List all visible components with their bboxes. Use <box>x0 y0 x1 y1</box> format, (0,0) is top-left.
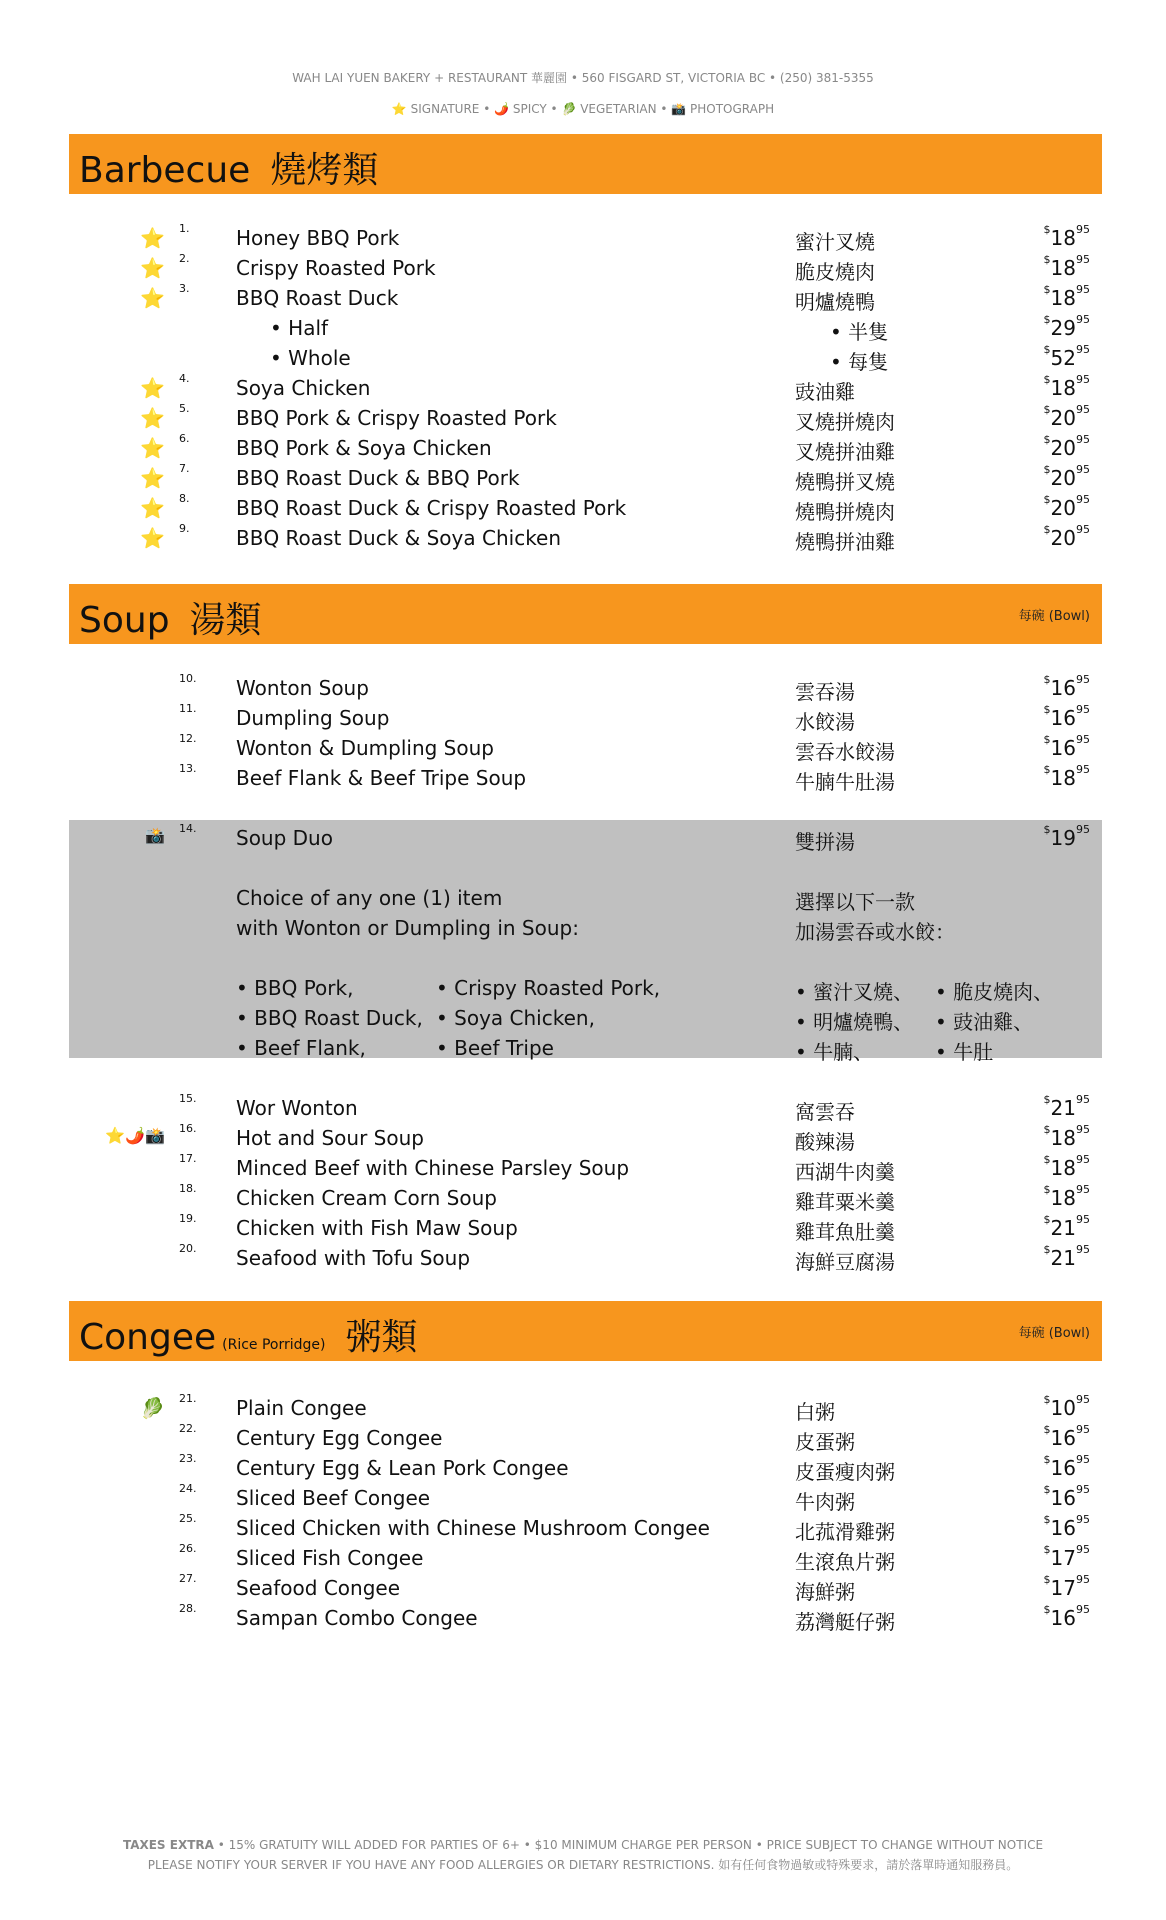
menu-item-14 <box>0 822 1166 856</box>
item-name-zh: 西湖牛肉羹 <box>795 1160 895 1184</box>
barbecue-title-en: Barbecue <box>79 150 251 191</box>
item-marks-icon: ⭐ <box>140 226 165 250</box>
menu-item <box>0 222 1166 256</box>
barbecue-title <box>79 142 378 193</box>
item-price: $^{\$}10^{95}$ <box>1043 1393 1090 1420</box>
price-cents: 95 <box>1076 703 1090 716</box>
item-name-zh: 燒鴨拼燒肉 <box>795 500 895 524</box>
item-number: 18. <box>179 1182 197 1195</box>
item-number: 24. <box>179 1482 197 1495</box>
barbecue-header <box>69 134 1102 194</box>
item-option-en: • Half <box>270 316 329 340</box>
item-name-zh: 窩雲吞 <box>795 1100 855 1124</box>
menu-item <box>0 1242 1166 1276</box>
price-dollars: 16 <box>1050 1516 1076 1540</box>
item-name-en: Sliced Fish Congee <box>236 1546 424 1570</box>
item-price: $^{\$}16^{95}$ <box>1043 703 1090 730</box>
price-dollars: 18 <box>1050 256 1076 280</box>
item-number: 14. <box>179 822 197 835</box>
price-cents: 95 <box>1076 1453 1090 1466</box>
duo-option: • BBQ Roast Duck, <box>236 1006 423 1030</box>
item-name-en: Dumpling Soup <box>236 706 390 730</box>
price-cents: 95 <box>1076 1153 1090 1166</box>
item-name-en: Crispy Roasted Pork <box>236 256 436 280</box>
price-dollars: 18 <box>1050 1186 1076 1210</box>
price-dollars: 20 <box>1050 406 1076 430</box>
item-name-zh: 脆皮燒肉 <box>795 260 875 284</box>
price-dollars: 20 <box>1050 466 1076 490</box>
item-name-zh: 雲吞湯 <box>795 680 855 704</box>
item-price: $^{\$}20^{95}$ <box>1043 493 1090 520</box>
item-name-en: BBQ Roast Duck & Soya Chicken <box>236 526 562 550</box>
menu-item <box>0 1572 1166 1606</box>
duo-option: • Crispy Roasted Pork, <box>436 976 661 1000</box>
price-dollars: 17 <box>1050 1546 1076 1570</box>
congee-title-en: Congee <box>79 1317 217 1358</box>
item-name-en: Chicken with Fish Maw Soup <box>236 1216 518 1240</box>
menu-item <box>0 282 1166 316</box>
footer-terms: • 15% GRATUITY WILL ADDED FOR PARTIES OF 6+ • $10 MINIMUM CHARGE PER PERSON • PRICE SUBJECT TO CHANGE WITHOUT NOTICE <box>213 1838 1044 1852</box>
item-name-zh: 海鮮豆腐湯 <box>795 1250 895 1274</box>
item-name-en: BBQ Pork & Soya Chicken <box>236 436 492 460</box>
item-price: $^{\$}20^{95}$ <box>1043 403 1090 430</box>
item-number: 13. <box>179 762 197 775</box>
item-option-zh: • 每隻 <box>830 350 889 374</box>
price-dollars: 18 <box>1050 1156 1076 1180</box>
item-number: 27. <box>179 1572 197 1585</box>
item-name-en: Chicken Cream Corn Soup <box>236 1186 497 1210</box>
item-name-en: Hot and Sour Soup <box>236 1126 424 1150</box>
price-dollars: 21 <box>1050 1216 1076 1240</box>
item-price: $^{\$}16^{95}$ <box>1043 1603 1090 1630</box>
item-name-zh: 雞茸粟米羹 <box>795 1190 895 1214</box>
item-price: $^{\$}20^{95}$ <box>1043 523 1090 550</box>
item-name-zh: 明爐燒鴨 <box>795 290 875 314</box>
item-marks-icon: ⭐ <box>140 286 165 310</box>
item-name-zh: 雙拼湯 <box>795 830 855 854</box>
item-price: $^{\$}17^{95}$ <box>1043 1543 1090 1570</box>
price-cents: 95 <box>1076 733 1090 746</box>
menu-item <box>0 1602 1166 1636</box>
item-name-en: Seafood with Tofu Soup <box>236 1246 471 1270</box>
menu-item <box>0 492 1166 526</box>
item-price: $^{\$}21^{95}$ <box>1043 1213 1090 1240</box>
item-number: 1. <box>179 222 190 235</box>
item-name-zh: 皮蛋瘦肉粥 <box>795 1460 895 1484</box>
item-name-en: Sampan Combo Congee <box>236 1606 478 1630</box>
item-marks-icon: ⭐ <box>140 526 165 550</box>
item-name-en: Wonton Soup <box>236 676 369 700</box>
price-dollars: 16 <box>1050 676 1076 700</box>
soup-bowl-note: 每碗 (Bowl) <box>1018 609 1090 624</box>
item-price: $^{\$}20^{95}$ <box>1043 463 1090 490</box>
item-number: 9. <box>179 522 190 535</box>
item-name-en: Sliced Beef Congee <box>236 1486 431 1510</box>
item-price: $^{\$}18^{95}$ <box>1043 223 1090 250</box>
item-marks-icon: ⭐ <box>140 256 165 280</box>
item-name-en: Plain Congee <box>236 1396 367 1420</box>
footer-line-1 <box>0 1838 1166 1852</box>
price-cents: 95 <box>1076 763 1090 776</box>
item-name-zh: 雲吞水餃湯 <box>795 740 895 764</box>
price-dollars: 21 <box>1050 1246 1076 1270</box>
menu-item <box>0 1452 1166 1486</box>
duo-desc-zh-1: 選擇以下一款 <box>795 890 915 914</box>
menu-item <box>0 702 1166 736</box>
price-dollars: 29 <box>1050 316 1076 340</box>
item-option-en: • Whole <box>270 346 351 370</box>
item-price: $^{\$}17^{95}$ <box>1043 1573 1090 1600</box>
item-name-zh: 雞茸魚肚羹 <box>795 1220 895 1244</box>
item-number: 23. <box>179 1452 197 1465</box>
item-price: $^{\$}16^{95}$ <box>1043 733 1090 760</box>
price-dollars: 16 <box>1050 1426 1076 1450</box>
menu-item <box>0 313 1166 346</box>
price-dollars: 16 <box>1050 736 1076 760</box>
price-cents: 95 <box>1076 1123 1090 1136</box>
congee-title <box>79 1309 418 1360</box>
item-name-zh: 荔灣艇仔粥 <box>795 1610 895 1634</box>
item-name-zh: 水餃湯 <box>795 710 855 734</box>
duo-option: • Beef Tripe <box>436 1036 554 1060</box>
price-cents: 95 <box>1076 433 1090 446</box>
price-dollars: 10 <box>1050 1396 1076 1420</box>
price-cents: 95 <box>1076 1423 1090 1436</box>
item-price: $^{\$}18^{95}$ <box>1043 1183 1090 1210</box>
item-name-en: Wor Wonton <box>236 1096 358 1120</box>
item-name-en: Seafood Congee <box>236 1576 401 1600</box>
price-cents: 95 <box>1076 523 1090 536</box>
item-price: $^{\$}21^{95}$ <box>1043 1093 1090 1120</box>
item-marks-icon: ⭐🌶️📸 <box>105 1126 165 1145</box>
price-cents: 95 <box>1076 1603 1090 1616</box>
duo-option: • 蜜汁叉燒、 <box>795 980 914 1004</box>
menu-item <box>0 1422 1166 1456</box>
menu-item <box>0 1392 1166 1426</box>
menu-item <box>0 462 1166 496</box>
congee-title-subtitle: (Rice Porridge) <box>222 1337 326 1353</box>
menu-item <box>0 762 1166 796</box>
price-cents: 95 <box>1076 1243 1090 1256</box>
item-name-en: BBQ Pork & Crispy Roasted Pork <box>236 406 557 430</box>
icon-legend: ⭐ SIGNATURE • 🌶️ SPICY • 🥬 VEGETARIAN • 📸 PHOTOGRAPH <box>391 102 775 116</box>
taxes-extra: TAXES EXTRA <box>122 1838 214 1852</box>
item-price: $^{\$}29^{95}$ <box>1043 313 1090 340</box>
price-cents: 95 <box>1076 1513 1090 1526</box>
duo-desc-en-2: with Wonton or Dumpling in Soup: <box>236 916 579 940</box>
menu-item <box>0 252 1166 286</box>
price-cents: 95 <box>1076 313 1090 326</box>
item-number: 11. <box>179 702 197 715</box>
item-name-en: Soya Chicken <box>236 376 371 400</box>
price-dollars: 16 <box>1050 1456 1076 1480</box>
price-dollars: 16 <box>1050 1606 1076 1630</box>
duo-option: • 牛腩、 <box>795 1040 874 1064</box>
price-cents: 95 <box>1076 253 1090 266</box>
item-name-zh: 燒鴨拼叉燒 <box>795 470 895 494</box>
item-number: 8. <box>179 492 190 505</box>
duo-desc-zh-2: 加湯雲吞或水餃： <box>795 920 955 944</box>
item-name-zh: 白粥 <box>795 1400 835 1424</box>
item-name-zh: 蜜汁叉燒 <box>795 230 875 254</box>
item-name-en: Minced Beef with Chinese Parsley Soup <box>236 1156 630 1180</box>
menu-item <box>0 343 1166 376</box>
item-number: 25. <box>179 1512 197 1525</box>
price-cents: 95 <box>1076 343 1090 356</box>
item-price: $^{\$}16^{95}$ <box>1043 1513 1090 1540</box>
item-number: 20. <box>179 1242 197 1255</box>
price-cents: 95 <box>1076 1543 1090 1556</box>
price-dollars: 16 <box>1050 1486 1076 1510</box>
menu-item <box>0 672 1166 706</box>
item-number: 6. <box>179 432 190 445</box>
menu-item <box>0 372 1166 406</box>
price-cents: 95 <box>1076 493 1090 506</box>
menu-item <box>0 1182 1166 1216</box>
item-name-zh: 叉燒拼燒肉 <box>795 410 895 434</box>
menu-item <box>0 1122 1166 1156</box>
item-number: 3. <box>179 282 190 295</box>
item-number: 17. <box>179 1152 197 1165</box>
item-marks-icon: ⭐ <box>140 406 165 430</box>
item-price: $^{\$}21^{95}$ <box>1043 1243 1090 1270</box>
item-name-en: Soup Duo <box>236 826 333 850</box>
item-name-en: Century Egg Congee <box>236 1426 443 1450</box>
price-dollars: 18 <box>1050 1126 1076 1150</box>
item-number: 12. <box>179 732 197 745</box>
duo-option: • Beef Flank, <box>236 1036 366 1060</box>
item-number: 10. <box>179 672 197 685</box>
item-number: 16. <box>179 1122 197 1135</box>
price-dollars: 20 <box>1050 496 1076 520</box>
duo-option: • Soya Chicken, <box>436 1006 595 1030</box>
price-cents: 95 <box>1076 403 1090 416</box>
item-name-en: BBQ Roast Duck <box>236 286 399 310</box>
item-name-en: Sliced Chicken with Chinese Mushroom Congee <box>236 1516 710 1540</box>
item-price: $^{\$}18^{95}$ <box>1043 1153 1090 1180</box>
item-name-zh: 叉燒拼油雞 <box>795 440 895 464</box>
soup-title-en: Soup <box>79 600 170 641</box>
item-price: $^{\$}16^{95}$ <box>1043 1453 1090 1480</box>
item-name-en: Beef Flank & Beef Tripe Soup <box>236 766 527 790</box>
menu-item <box>0 732 1166 766</box>
price-dollars: 18 <box>1050 376 1076 400</box>
item-marks-icon: ⭐ <box>140 436 165 460</box>
price-dollars: 52 <box>1050 346 1076 370</box>
item-price: $^{\$}18^{95}$ <box>1043 373 1090 400</box>
item-name-zh: 牛肉粥 <box>795 1490 855 1514</box>
item-marks-icon: ⭐ <box>140 496 165 520</box>
item-price: $^{\$}52^{95}$ <box>1043 343 1090 370</box>
item-name-en: Wonton & Dumpling Soup <box>236 736 494 760</box>
price-dollars: 17 <box>1050 1576 1076 1600</box>
item-marks-icon: 🥬 <box>140 1396 165 1420</box>
menu-item <box>0 1152 1166 1186</box>
item-price: $^{\$}20^{95}$ <box>1043 433 1090 460</box>
item-number: 2. <box>179 252 190 265</box>
item-price: $^{\$}18^{95}$ <box>1043 1123 1090 1150</box>
price-dollars: 21 <box>1050 1096 1076 1120</box>
item-option-zh: • 半隻 <box>830 320 889 344</box>
congee-title-zh: 粥類 <box>345 1317 418 1358</box>
price-cents: 95 <box>1076 1483 1090 1496</box>
item-price: $^{\$}18^{95}$ <box>1043 253 1090 280</box>
barbecue-title-zh: 燒烤類 <box>270 150 379 191</box>
menu-item <box>0 522 1166 556</box>
item-name-en: Honey BBQ Pork <box>236 226 400 250</box>
soup-header <box>69 584 1102 644</box>
item-name-zh: 豉油雞 <box>795 380 855 404</box>
item-name-zh: 生滾魚片粥 <box>795 1550 895 1574</box>
duo-option: • 脆皮燒肉、 <box>935 980 1054 1004</box>
duo-option: • BBQ Pork, <box>236 976 354 1000</box>
item-name-zh: 燒鴨拼油雞 <box>795 530 895 554</box>
item-marks-icon: ⭐ <box>140 376 165 400</box>
item-name-zh: 海鮮粥 <box>795 1580 855 1604</box>
item-name-en: BBQ Roast Duck & Crispy Roasted Pork <box>236 496 627 520</box>
item-name-zh: 酸辣湯 <box>795 1130 855 1154</box>
footer-line-2: PLEASE NOTIFY YOUR SERVER IF YOU HAVE ANY FOOD ALLERGIES OR DIETARY RESTRICTIONS. 如有任何食物過敏或特殊要求，請於落單時通知服務員。 <box>147 1858 1019 1872</box>
item-number: 4. <box>179 372 190 385</box>
price-cents: 95 <box>1076 223 1090 236</box>
item-price: $^{\$}18^{95}$ <box>1043 283 1090 310</box>
item-number: 22. <box>179 1422 197 1435</box>
price-cents: 95 <box>1076 463 1090 476</box>
price-cents: 95 <box>1076 373 1090 386</box>
price-cents: 95 <box>1076 1093 1090 1106</box>
photograph-icon: 📸 <box>145 826 165 845</box>
item-number: 19. <box>179 1212 197 1225</box>
soup-title <box>79 592 262 643</box>
item-price: $^{\$}18^{95}$ <box>1043 763 1090 790</box>
item-number: 7. <box>179 462 190 475</box>
menu-item <box>0 402 1166 436</box>
menu-item <box>0 1482 1166 1516</box>
item-name-en: BBQ Roast Duck & BBQ Pork <box>236 466 520 490</box>
price-dollars: 20 <box>1050 526 1076 550</box>
soup-title-zh: 湯類 <box>189 600 262 641</box>
congee-bowl-note: 每碗 (Bowl) <box>1018 1326 1090 1341</box>
item-price: $^{\$}19^{95}$ <box>1043 823 1090 850</box>
price-dollars: 18 <box>1050 766 1076 790</box>
price-cents: 95 <box>1076 1573 1090 1586</box>
price-dollars: 20 <box>1050 436 1076 460</box>
item-number: 5. <box>179 402 190 415</box>
duo-desc-en-1: Choice of any one (1) item <box>236 886 503 910</box>
congee-header <box>69 1301 1102 1361</box>
menu-item <box>0 1542 1166 1576</box>
item-number: 26. <box>179 1542 197 1555</box>
duo-option: • 豉油雞、 <box>935 1010 1034 1034</box>
item-number: 28. <box>179 1602 197 1615</box>
restaurant-info: WAH LAI YUEN BAKERY + RESTAURANT 華麗園 • 560 FISGARD ST, VICTORIA BC • (250) 381-5355 <box>292 71 874 85</box>
price-cents: 95 <box>1076 1393 1090 1406</box>
price-cents: 95 <box>1076 1213 1090 1226</box>
price-cents: 95 <box>1076 1183 1090 1196</box>
item-number: 21. <box>179 1392 197 1405</box>
item-number: 15. <box>179 1092 197 1105</box>
price-dollars: 18 <box>1050 226 1076 250</box>
duo-option: • 明爐燒鴨、 <box>795 1010 914 1034</box>
item-price: $^{\$}16^{95}$ <box>1043 1483 1090 1510</box>
item-price: $^{\$}16^{95}$ <box>1043 673 1090 700</box>
item-name-en: Century Egg & Lean Pork Congee <box>236 1456 569 1480</box>
price-cents: 95 <box>1076 673 1090 686</box>
item-name-zh: 皮蛋粥 <box>795 1430 855 1454</box>
menu-item <box>0 432 1166 466</box>
price-cents: 95 <box>1076 283 1090 296</box>
item-price: $^{\$}16^{95}$ <box>1043 1423 1090 1450</box>
item-name-zh: 北菰滑雞粥 <box>795 1520 895 1544</box>
price-dollars: 16 <box>1050 706 1076 730</box>
duo-option: • 牛肚 <box>935 1040 994 1064</box>
price-dollars: 18 <box>1050 286 1076 310</box>
menu-item <box>0 1092 1166 1126</box>
menu-item <box>0 1212 1166 1246</box>
item-name-zh: 牛腩牛肚湯 <box>795 770 895 794</box>
item-marks-icon: ⭐ <box>140 466 165 490</box>
menu-item <box>0 1512 1166 1546</box>
